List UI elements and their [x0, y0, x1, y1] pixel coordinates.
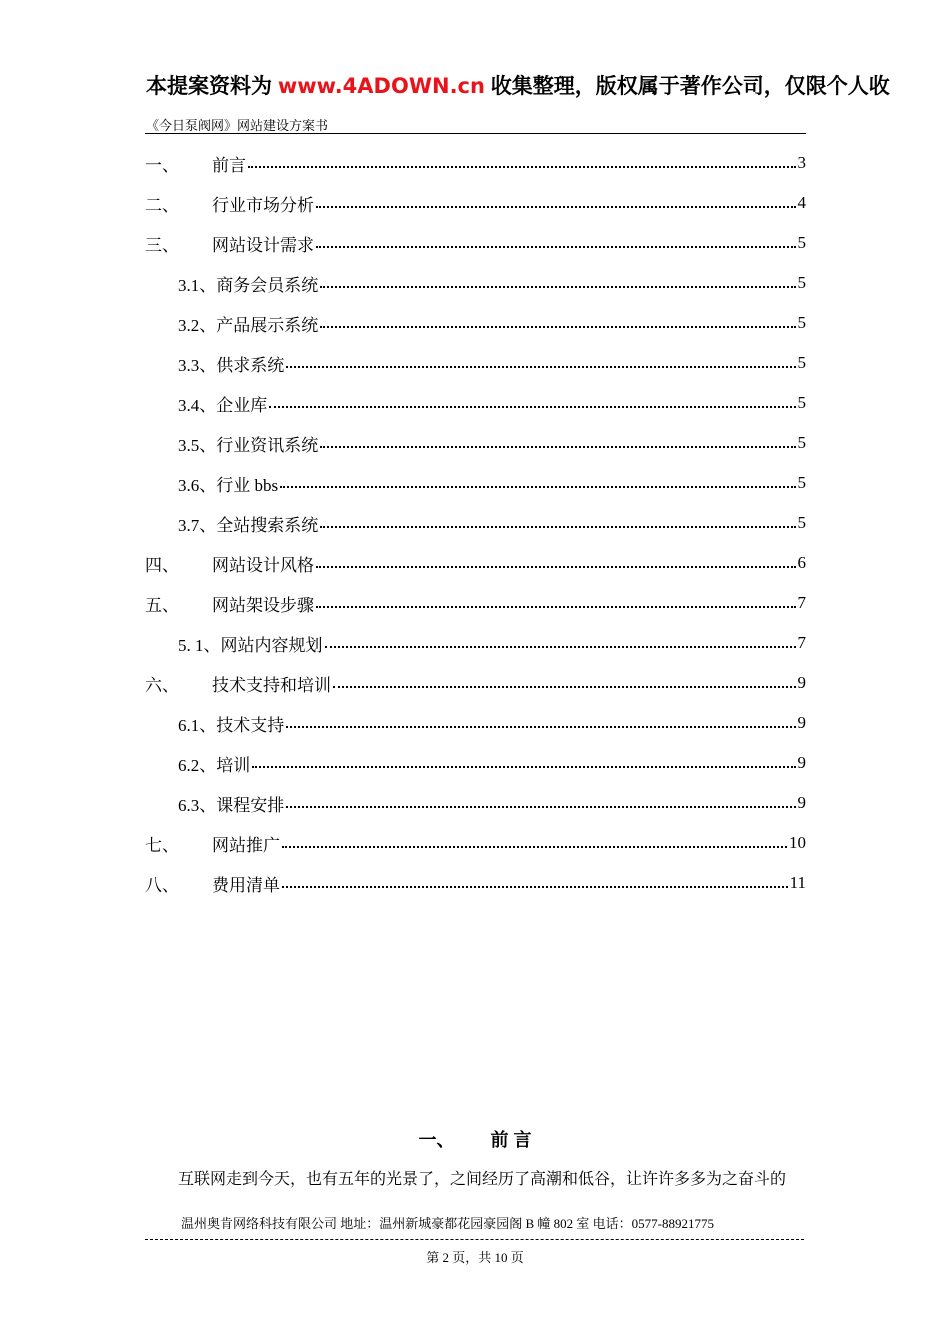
toc-title: 5. 1、网站内容规划 — [178, 635, 323, 655]
toc-entry[interactable] — [145, 223, 806, 263]
dot-leader — [316, 566, 796, 568]
header-divider — [145, 133, 806, 134]
footer-divider — [145, 1239, 804, 1240]
body-paragraph: 互联网走到今天，也有五年的光景了，之间经历了高潮和低谷，让许许多多为之奋斗的 — [178, 1171, 787, 1188]
toc-page-number: 3 — [797, 153, 806, 172]
toc-title: 网站架设步骤 — [212, 595, 314, 615]
toc-number: 五、 — [145, 595, 179, 615]
toc-page-number: 6 — [797, 553, 806, 572]
toc-page-number: 9 — [797, 673, 806, 692]
dot-leader — [248, 166, 796, 168]
toc-number: 三、 — [145, 235, 179, 255]
toc-entry[interactable] — [145, 663, 806, 703]
toc-page-number: 5 — [797, 433, 806, 452]
dot-leader — [316, 246, 796, 248]
toc-entry[interactable] — [145, 503, 806, 543]
toc-page-number: 5 — [797, 353, 806, 372]
dot-leader — [320, 326, 795, 328]
banner-prefix: 本提案资料为 — [146, 75, 278, 98]
toc-entry[interactable] — [145, 143, 806, 183]
dot-leader — [286, 726, 795, 728]
toc-title: 网站设计需求 — [212, 235, 314, 255]
dot-leader — [282, 886, 788, 888]
toc-entry[interactable] — [145, 783, 806, 823]
toc-page-number: 10 — [789, 833, 806, 852]
toc-page-number: 5 — [797, 393, 806, 412]
toc-entry[interactable] — [145, 743, 806, 783]
dot-leader — [316, 606, 796, 608]
toc-title: 技术支持和培训 — [212, 675, 331, 695]
dot-leader — [252, 766, 795, 768]
dot-leader — [320, 446, 795, 448]
section-title: 前 言 — [490, 1130, 532, 1150]
toc-number: 六、 — [145, 675, 179, 695]
toc-title: 3.3、供求系统 — [178, 355, 285, 375]
toc-title: 网站推广 — [212, 835, 280, 855]
watermark-banner — [146, 70, 890, 100]
toc-title: 前言 — [212, 155, 246, 175]
document-header: 《今日泵阀网》网站建设方案书 — [146, 118, 329, 133]
toc-title: 3.2、产品展示系统 — [178, 315, 319, 335]
footer-address: 温州奥肯网络科技有限公司 地址：温州新城豪都花园豪园阁 B 幢 802 室 电话：0577-88921775 — [181, 1216, 715, 1231]
dot-leader — [286, 806, 795, 808]
toc-page-number: 4 — [797, 193, 806, 212]
toc-page-number: 5 — [797, 273, 806, 292]
toc-title: 3.7、全站搜索系统 — [178, 515, 319, 535]
dot-leader — [333, 686, 796, 688]
toc-page-number: 7 — [797, 593, 806, 612]
toc-entry[interactable] — [145, 543, 806, 583]
toc-entry[interactable] — [145, 703, 806, 743]
toc-entry[interactable] — [145, 583, 806, 623]
toc-entry[interactable] — [145, 863, 806, 903]
toc-number: 八、 — [145, 875, 179, 895]
toc-number: 一、 — [145, 155, 179, 175]
toc-page-number: 5 — [797, 473, 806, 492]
toc-page-number: 9 — [797, 793, 806, 812]
toc-page-number: 11 — [789, 873, 806, 892]
toc-title: 3.6、行业 bbs — [178, 475, 279, 495]
page-number: 第 2 页，共 10 页 — [426, 1250, 524, 1265]
toc-title: 行业市场分析 — [212, 195, 314, 215]
dot-leader — [269, 406, 795, 408]
toc-entry[interactable] — [145, 463, 806, 503]
toc-page-number: 5 — [797, 313, 806, 332]
toc-number: 二、 — [145, 195, 179, 215]
toc-entry[interactable] — [145, 263, 806, 303]
toc-number: 七、 — [145, 835, 179, 855]
toc-title: 网站设计风格 — [212, 555, 314, 575]
dot-leader — [316, 206, 796, 208]
toc-title: 费用清单 — [212, 875, 280, 895]
dot-leader — [320, 286, 795, 288]
toc-title: 6.3、课程安排 — [178, 795, 285, 815]
toc-page-number: 9 — [797, 713, 806, 732]
section-heading — [0, 1126, 950, 1152]
toc-page-number: 7 — [797, 633, 806, 652]
toc-title: 3.5、行业资讯系统 — [178, 435, 319, 455]
dot-leader — [286, 366, 795, 368]
toc-page-number: 9 — [797, 753, 806, 772]
toc-title: 3.4、企业库 — [178, 395, 268, 415]
toc-number: 四、 — [145, 555, 179, 575]
toc-entry[interactable] — [145, 303, 806, 343]
toc-title: 6.1、技术支持 — [178, 715, 285, 735]
dot-leader — [280, 486, 795, 488]
banner-suffix: 收集整理，版权属于著作公司，仅限个人收 — [484, 75, 890, 98]
toc-page-number: 5 — [797, 233, 806, 252]
toc-entry[interactable] — [145, 383, 806, 423]
toc-entry[interactable] — [145, 823, 806, 863]
toc-entry[interactable] — [145, 183, 806, 223]
toc-entry[interactable] — [145, 623, 806, 663]
toc-title: 6.2、培训 — [178, 755, 251, 775]
toc-title: 3.1、商务会员系统 — [178, 275, 319, 295]
dot-leader — [282, 846, 787, 848]
toc-page-number: 5 — [797, 513, 806, 532]
toc-entry[interactable] — [145, 343, 806, 383]
section-number: 一、 — [418, 1130, 455, 1150]
banner-url: www.4ADOWN.cn — [277, 74, 485, 98]
dot-leader — [325, 646, 796, 648]
toc-entry[interactable] — [145, 423, 806, 463]
dot-leader — [320, 526, 795, 528]
table-of-contents — [145, 143, 806, 903]
